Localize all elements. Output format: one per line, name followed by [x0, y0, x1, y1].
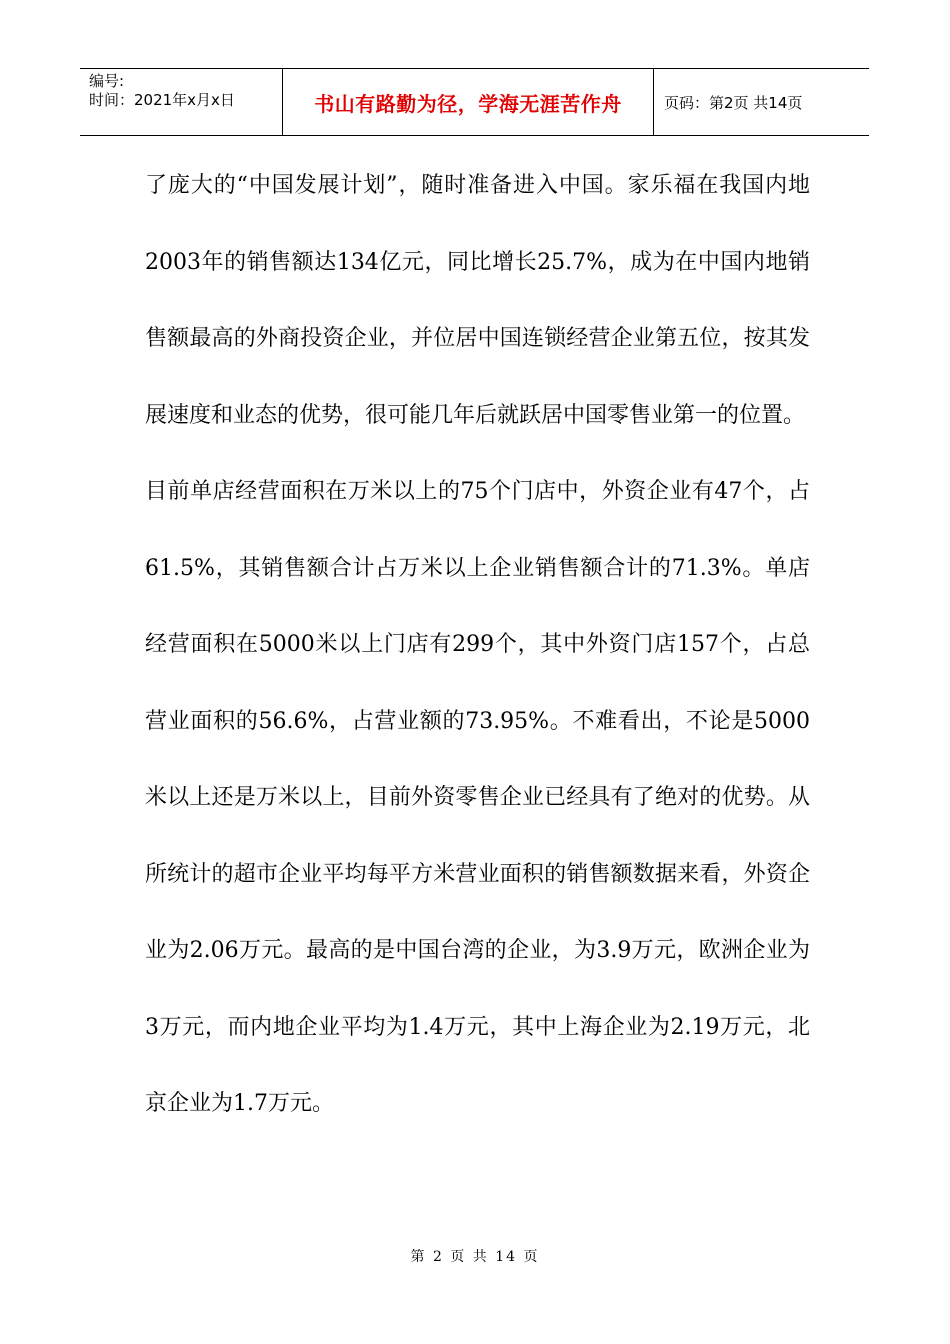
header-meta-cell	[80, 69, 282, 135]
document-number-label: 编号:	[89, 72, 125, 90]
document-body	[145, 148, 810, 1143]
header-page-cell	[654, 69, 869, 135]
header-page-info: 页码：第2页 共14页	[664, 93, 803, 112]
header-motto-cell	[282, 69, 654, 135]
page-footer: 第 2 页 共 14 页	[410, 1249, 540, 1265]
header-table	[80, 68, 869, 136]
document-time-label: 时间：2021年x月x日	[89, 91, 235, 109]
paragraph-2: 目前单店经营面积在万米以上的75个门店中，外资企业有47个，占61.5%，其销售额合计占万米以上企业销售额合计的71.3%。单店经营面积在5000米以上门店有299个，其中外资门店157个，占总营业面积的56.6%，占营业额的73.95%。不难看出，不论是5000米以上还是万米以上，目前外资零售企业已经具有了绝对的优势。从所统计的超市企业平均每平方米营业面积的销售额数据来看，外资企业为2.06万元。最高的是中国台湾的企业，为3.9万元，欧洲企业为3万元，而内地企业平均为1.4万元，其中上海企业为2.19万元，北京企业为1.7万元。	[145, 479, 810, 1116]
paragraph-1: 了庞大的“中国发展计划”，随时准备进入中国。家乐福在我国内地2003年的销售额达134亿元，同比增长25.7%，成为在中国内地销售额最高的外商投资企业，并位居中国连锁经营企业第五位，按其发展速度和业态的优势，很可能几年后就跃居中国零售业第一的位置。	[145, 173, 810, 428]
header-motto: 书山有路勤为径，学海无涯苦作舟	[314, 91, 622, 116]
